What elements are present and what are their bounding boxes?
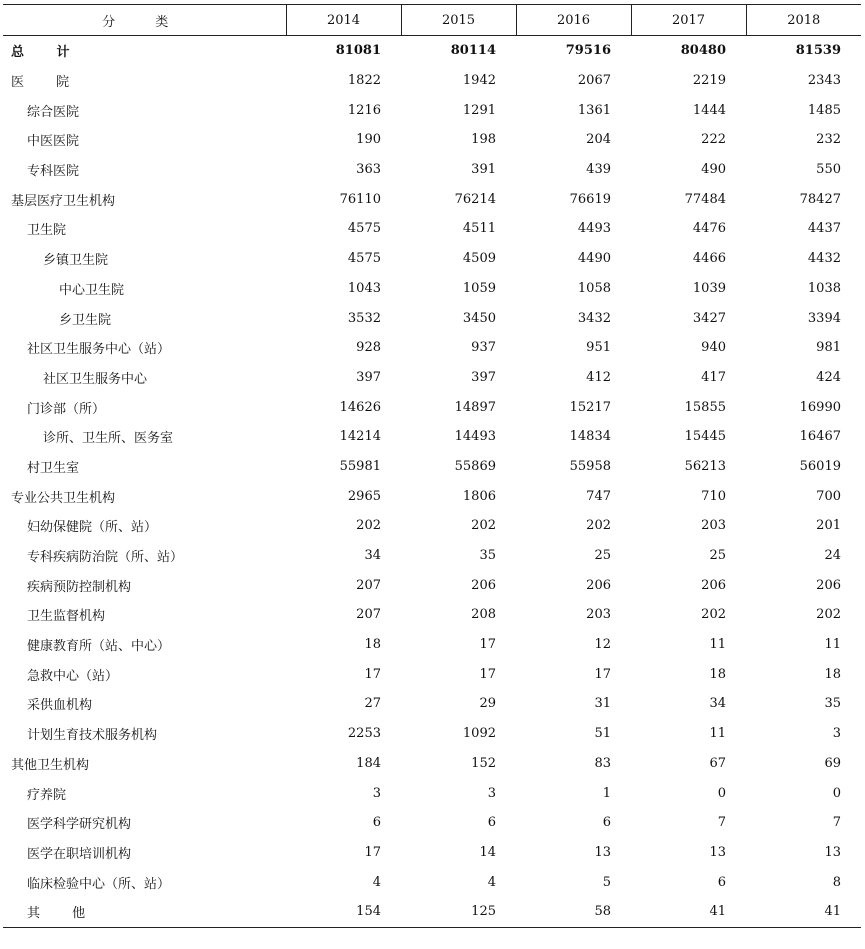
cell-value: 1291 (462, 102, 496, 118)
cell-value: 6 (602, 815, 611, 831)
cell-value: 152 (471, 755, 496, 771)
cell-value: 1038 (807, 280, 841, 296)
cell-value: 6 (372, 815, 381, 831)
cell-value: 1822 (347, 73, 381, 89)
cell-value: 4476 (692, 221, 726, 237)
cell-value: 203 (701, 518, 726, 534)
cell-value: 56019 (799, 458, 841, 474)
cell-value: 0 (832, 785, 841, 801)
cell-value: 14214 (339, 429, 381, 445)
row-label: 社区卫生服务中心 (43, 371, 148, 387)
table-row (3, 214, 861, 244)
statistics-table-container (3, 4, 861, 928)
row-label: 总 计 (11, 45, 84, 61)
cell-value: 17 (479, 666, 496, 682)
cell-value: 417 (701, 369, 726, 385)
cell-value: 951 (586, 340, 611, 356)
cell-value: 34 (364, 548, 381, 564)
table-row (3, 363, 861, 393)
cell-value: 201 (816, 518, 841, 534)
cell-value: 16990 (799, 399, 841, 415)
cell-value: 12 (594, 637, 611, 653)
cell-value: 3 (372, 785, 381, 801)
cell-value: 3427 (692, 310, 726, 326)
cell-value: 184 (356, 755, 381, 771)
cell-value: 363 (356, 162, 381, 178)
table-row (3, 303, 861, 333)
cell-value: 4 (372, 874, 381, 890)
row-label: 专科疾病防治院（所、站） (27, 550, 184, 566)
cell-value: 81539 (795, 43, 841, 59)
cell-value: 439 (586, 162, 611, 178)
cell-value: 14626 (339, 399, 381, 415)
row-label: 中心卫生院 (59, 282, 125, 298)
cell-value: 13 (594, 844, 611, 860)
table-row (3, 274, 861, 304)
cell-value: 27 (364, 696, 381, 712)
row-label: 专科医院 (27, 164, 80, 180)
cell-value: 2343 (807, 73, 841, 89)
cell-value: 35 (824, 696, 841, 712)
health-institutions-table (3, 4, 861, 928)
table-row (3, 125, 861, 155)
header-year: 2017 (631, 5, 746, 36)
cell-value: 1059 (462, 280, 496, 296)
row-label: 村卫生室 (27, 460, 80, 476)
cell-value: 16467 (799, 429, 841, 445)
cell-value: 397 (471, 369, 496, 385)
cell-value: 202 (356, 518, 381, 534)
cell-value: 232 (816, 132, 841, 148)
cell-value: 76110 (339, 191, 381, 207)
table-row (3, 481, 861, 511)
cell-value: 208 (471, 607, 496, 623)
row-label: 其他卫生机构 (11, 757, 90, 773)
cell-value: 3450 (462, 310, 496, 326)
cell-value: 391 (471, 162, 496, 178)
cell-value: 202 (471, 518, 496, 534)
table-row (3, 452, 861, 482)
cell-value: 1942 (462, 73, 496, 89)
cell-value: 29 (479, 696, 496, 712)
cell-value: 4575 (347, 221, 381, 237)
table-row (3, 570, 861, 600)
cell-value: 190 (356, 132, 381, 148)
cell-value: 125 (401, 897, 516, 927)
cell-value: 397 (356, 369, 381, 385)
cell-value: 412 (586, 369, 611, 385)
row-label: 计划生育技术服务机构 (27, 728, 158, 744)
cell-value: 76214 (454, 191, 496, 207)
table-row (3, 600, 861, 630)
table-row (3, 422, 861, 452)
header-year: 2018 (746, 5, 861, 36)
cell-value: 222 (701, 132, 726, 148)
table-row (3, 808, 861, 838)
table-header (3, 5, 861, 36)
cell-value: 700 (816, 488, 841, 504)
cell-value: 490 (701, 162, 726, 178)
cell-value: 80480 (680, 43, 726, 59)
cell-value: 206 (816, 577, 841, 593)
cell-value: 7 (717, 815, 726, 831)
cell-value: 11 (709, 726, 726, 742)
cell-value: 4490 (577, 251, 611, 267)
cell-value: 981 (816, 340, 841, 356)
cell-value: 41 (631, 897, 746, 927)
table-row (3, 897, 861, 927)
cell-value: 58 (516, 897, 631, 927)
cell-value: 1058 (577, 280, 611, 296)
cell-value: 202 (586, 518, 611, 534)
row-label: 其 他 (3, 897, 286, 927)
cell-value: 78427 (799, 191, 841, 207)
cell-value: 81081 (335, 43, 381, 59)
cell-value: 11 (824, 637, 841, 653)
cell-value: 77484 (684, 191, 726, 207)
cell-value: 4493 (577, 221, 611, 237)
table-row (3, 541, 861, 571)
cell-value: 79516 (565, 43, 611, 59)
cell-value: 18 (364, 637, 381, 653)
cell-value: 4 (487, 874, 496, 890)
cell-value: 747 (586, 488, 611, 504)
cell-value: 5 (602, 874, 611, 890)
cell-value: 17 (364, 844, 381, 860)
table-row (3, 689, 861, 719)
table-row (3, 36, 861, 66)
table-row (3, 630, 861, 660)
cell-value: 1039 (692, 280, 726, 296)
cell-value: 80114 (450, 43, 496, 59)
cell-value: 24 (824, 548, 841, 564)
row-label: 医学在职培训机构 (27, 846, 132, 862)
cell-value: 31 (594, 696, 611, 712)
row-label: 医学科学研究机构 (27, 817, 132, 833)
cell-value: 3 (487, 785, 496, 801)
cell-value: 3394 (807, 310, 841, 326)
cell-value: 2067 (577, 73, 611, 89)
row-label: 临床检验中心（所、站） (27, 876, 171, 892)
table-row (3, 778, 861, 808)
row-label: 基层医疗卫生机构 (11, 193, 116, 209)
cell-value: 13 (824, 844, 841, 860)
cell-value: 206 (471, 577, 496, 593)
cell-value: 8 (832, 874, 841, 890)
cell-value: 17 (594, 666, 611, 682)
cell-value: 207 (356, 577, 381, 593)
cell-value: 3432 (577, 310, 611, 326)
table-row (3, 66, 861, 96)
cell-value: 1485 (807, 102, 841, 118)
header-row (3, 5, 861, 36)
cell-value: 14834 (569, 429, 611, 445)
table-row (3, 749, 861, 779)
header-year: 2014 (286, 5, 401, 36)
cell-value: 14897 (454, 399, 496, 415)
table-row (3, 867, 861, 897)
cell-value: 4432 (807, 251, 841, 267)
header-category: 分 类 (3, 5, 286, 36)
cell-value: 14 (479, 844, 496, 860)
cell-value: 4466 (692, 251, 726, 267)
table-row (3, 95, 861, 125)
row-label: 乡镇卫生院 (43, 253, 109, 269)
cell-value: 1 (602, 785, 611, 801)
cell-value: 35 (479, 548, 496, 564)
cell-value: 83 (594, 755, 611, 771)
cell-value: 56213 (684, 458, 726, 474)
header-year: 2016 (516, 5, 631, 36)
cell-value: 4511 (462, 221, 496, 237)
cell-value: 550 (816, 162, 841, 178)
cell-value: 67 (709, 755, 726, 771)
table-row (3, 333, 861, 363)
cell-value: 1092 (462, 726, 496, 742)
cell-value: 940 (701, 340, 726, 356)
table-row (3, 838, 861, 868)
cell-value: 15855 (684, 399, 726, 415)
cell-value: 206 (586, 577, 611, 593)
cell-value: 204 (586, 132, 611, 148)
cell-value: 1444 (692, 102, 726, 118)
cell-value: 76619 (569, 191, 611, 207)
cell-value: 206 (701, 577, 726, 593)
cell-value: 11 (709, 637, 726, 653)
table-row (3, 184, 861, 214)
row-label: 卫生监督机构 (27, 609, 106, 625)
cell-value: 1216 (347, 102, 381, 118)
table-row (3, 392, 861, 422)
row-label: 疾病预防控制机构 (27, 579, 132, 595)
row-label: 综合医院 (27, 104, 80, 120)
cell-value: 0 (717, 785, 726, 801)
cell-value: 6 (487, 815, 496, 831)
cell-value: 198 (471, 132, 496, 148)
cell-value: 6 (717, 874, 726, 890)
table-body (3, 36, 861, 928)
cell-value: 3532 (347, 310, 381, 326)
cell-value: 55981 (339, 458, 381, 474)
header-year: 2015 (401, 5, 516, 36)
cell-value: 928 (356, 340, 381, 356)
cell-value: 55869 (454, 458, 496, 474)
table-row (3, 244, 861, 274)
cell-value: 69 (824, 755, 841, 771)
cell-value: 154 (286, 897, 401, 927)
cell-value: 25 (709, 548, 726, 564)
cell-value: 203 (586, 607, 611, 623)
cell-value: 3 (832, 726, 841, 742)
cell-value: 202 (816, 607, 841, 623)
table-row (3, 511, 861, 541)
cell-value: 4437 (807, 221, 841, 237)
table-row (3, 659, 861, 689)
row-label: 专业公共卫生机构 (11, 490, 116, 506)
row-label: 健康教育所（站、中心） (27, 639, 171, 655)
cell-value: 2965 (347, 488, 381, 504)
cell-value: 17 (364, 666, 381, 682)
row-label: 医 院 (11, 75, 84, 91)
row-label: 门诊部（所） (27, 401, 106, 417)
cell-value: 937 (471, 340, 496, 356)
row-label: 妇幼保健院（所、站） (27, 520, 158, 536)
table-row (3, 155, 861, 185)
cell-value: 34 (709, 696, 726, 712)
cell-value: 15217 (569, 399, 611, 415)
row-label: 乡卫生院 (59, 312, 112, 328)
cell-value: 18 (709, 666, 726, 682)
cell-value: 202 (701, 607, 726, 623)
cell-value: 1806 (462, 488, 496, 504)
cell-value: 4509 (462, 251, 496, 267)
cell-value: 13 (709, 844, 726, 860)
cell-value: 15445 (684, 429, 726, 445)
row-label: 中医医院 (27, 134, 80, 150)
cell-value: 7 (832, 815, 841, 831)
cell-value: 1361 (577, 102, 611, 118)
cell-value: 17 (479, 637, 496, 653)
cell-value: 51 (594, 726, 611, 742)
row-label: 诊所、卫生所、医务室 (43, 431, 174, 447)
cell-value: 18 (824, 666, 841, 682)
cell-value: 424 (816, 369, 841, 385)
cell-value: 207 (356, 607, 381, 623)
cell-value: 41 (746, 897, 861, 927)
cell-value: 2253 (347, 726, 381, 742)
cell-value: 25 (594, 548, 611, 564)
row-label: 卫生院 (27, 223, 67, 239)
row-label: 疗养院 (27, 787, 67, 803)
cell-value: 2219 (692, 73, 726, 89)
cell-value: 1043 (347, 280, 381, 296)
cell-value: 710 (701, 488, 726, 504)
cell-value: 14493 (454, 429, 496, 445)
row-label: 采供血机构 (27, 698, 93, 714)
row-label: 社区卫生服务中心（站） (27, 342, 171, 358)
cell-value: 55958 (569, 458, 611, 474)
row-label: 急救中心（站） (27, 668, 119, 684)
cell-value: 4575 (347, 251, 381, 267)
table-row (3, 719, 861, 749)
